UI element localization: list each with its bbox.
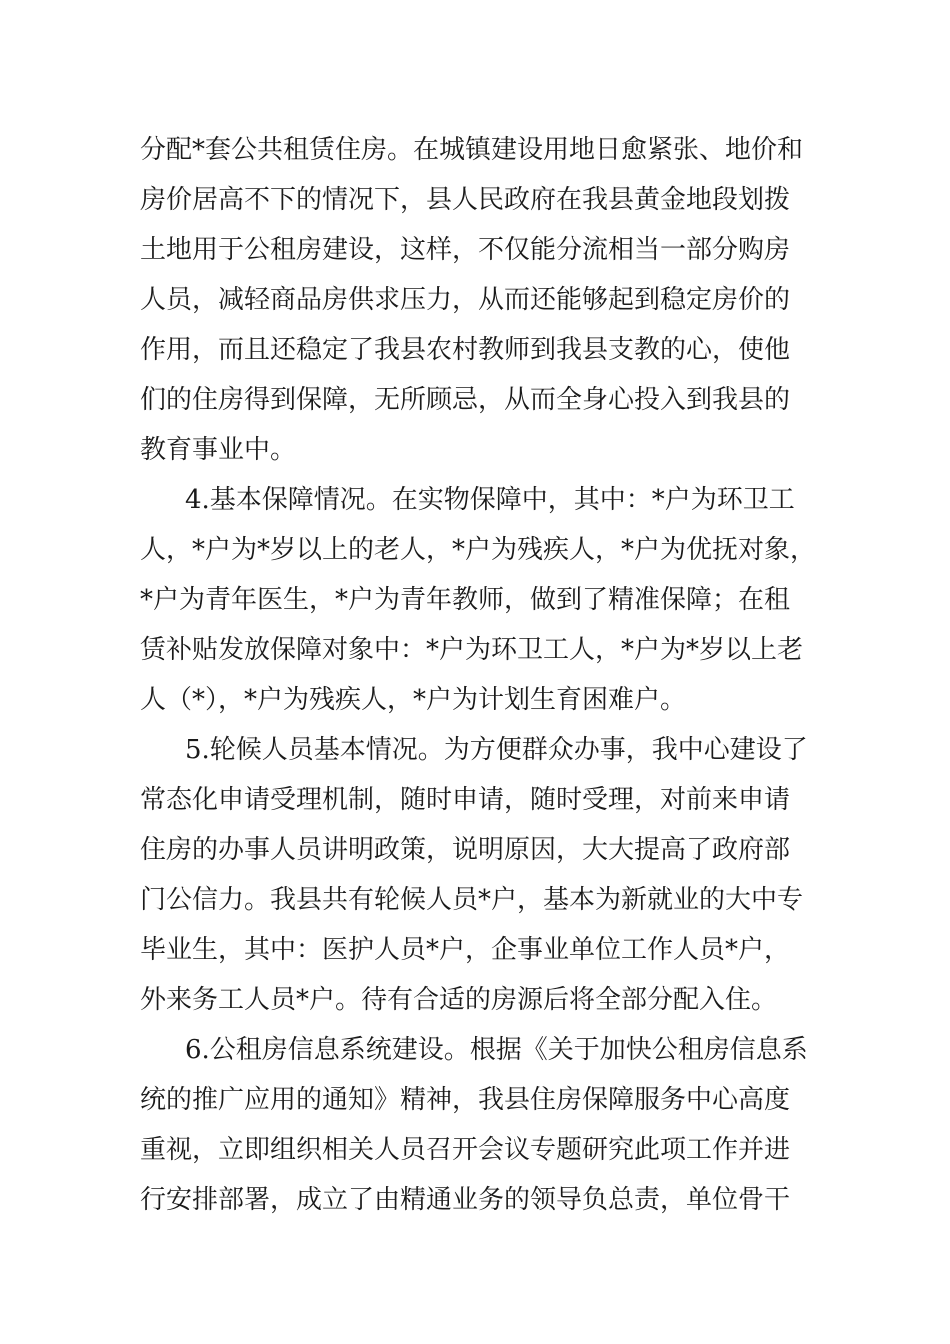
text-line: 人员，减轻商品房供求压力，从而还能够起到稳定房价的 (140, 285, 791, 315)
document-body (140, 125, 817, 1225)
paragraph-p4 (140, 1025, 810, 1225)
text-line: 赁补贴发放保障对象中：*户为环卫工人，*户为*岁以上老 (140, 635, 804, 665)
paragraph-p3 (140, 725, 810, 1025)
text-line: 们的住房得到保障，无所顾忌，从而全身心投入到我县的 (140, 385, 791, 415)
text-line: 6.公租房信息系统建设。根据《关于加快公租房信息系 (185, 1035, 808, 1065)
paragraph-p1 (140, 125, 810, 475)
text-line: 毕业生，其中：医护人员*户，企事业单位工作人员*户， (140, 935, 791, 965)
text-line: 5.轮候人员基本情况。为方便群众办事，我中心建设了 (185, 735, 808, 765)
text-line: 教育事业中。 (140, 435, 297, 465)
text-line: 住房的办事人员讲明政策，说明原因，大大提高了政府部 (140, 835, 791, 865)
text-line: 外来务工人员*户。待有合适的房源后将全部分配入住。 (140, 985, 778, 1015)
text-line: 作用，而且还稳定了我县农村教师到我县支教的心，使他 (140, 335, 791, 365)
text-line: 房价居高不下的情况下，县人民政府在我县黄金地段划拨 (140, 185, 791, 215)
paragraph-p2 (140, 475, 817, 725)
text-line: 分配*套公共租赁住房。在城镇建设用地日愈紧张、地价和 (140, 135, 804, 165)
text-line: 重视，立即组织相关人员召开会议专题研究此项工作并进 (140, 1135, 791, 1165)
text-line: 土地用于公租房建设，这样，不仅能分流相当一部分购房 (140, 235, 791, 265)
text-line: 常态化申请受理机制，随时申请，随时受理，对前来申请 (140, 785, 791, 815)
text-line: 统的推广应用的通知》精神，我县住房保障服务中心高度 (140, 1085, 791, 1115)
text-line: 行安排部署，成立了由精通业务的领导负总责，单位骨干 (140, 1185, 791, 1215)
text-line: 门公信力。我县共有轮候人员*户，基本为新就业的大中专 (140, 885, 804, 915)
text-line: 4.基本保障情况。在实物保障中，其中：*户为环卫工 (185, 485, 795, 515)
text-line: 人，*户为*岁以上的老人，*户为残疾人，*户为优抚对象， (140, 535, 817, 565)
text-line: *户为青年医生，*户为青年教师，做到了精准保障；在租 (140, 585, 791, 615)
text-line: 人（*），*户为残疾人，*户为计划生育困难户。 (140, 685, 687, 715)
